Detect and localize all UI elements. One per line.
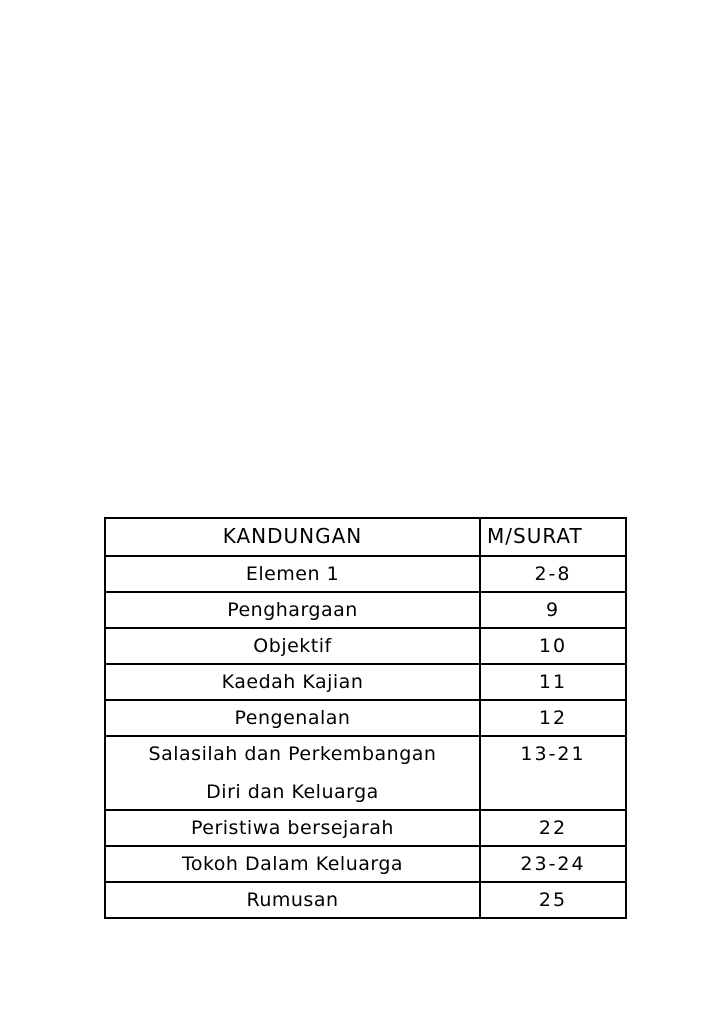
row-page: 13-21 (480, 736, 626, 810)
row-title-line2: Diri dan Keluarga (206, 781, 379, 803)
table-header-row (105, 518, 626, 556)
table-row (105, 592, 626, 628)
row-title-line1: Salasilah dan Perkembangan (148, 743, 437, 765)
table-row (105, 810, 626, 846)
table-row (105, 556, 626, 592)
row-page: 25 (480, 882, 626, 918)
row-page: 12 (480, 700, 626, 736)
row-title: Peristiwa bersejarah (105, 810, 480, 846)
table-row (105, 846, 626, 882)
row-title (105, 736, 480, 810)
row-page: 10 (480, 628, 626, 664)
row-title: Tokoh Dalam Keluarga (105, 846, 480, 882)
row-page: 22 (480, 810, 626, 846)
header-page: M/SURAT (480, 518, 626, 556)
table-row (105, 700, 626, 736)
row-title: Elemen 1 (105, 556, 480, 592)
table-row (105, 628, 626, 664)
row-page: 23-24 (480, 846, 626, 882)
row-page: 11 (480, 664, 626, 700)
table-row (105, 664, 626, 700)
row-title: Kaedah Kajian (105, 664, 480, 700)
row-page: 2-8 (480, 556, 626, 592)
header-contents: KANDUNGAN (105, 518, 480, 556)
row-title: Pengenalan (105, 700, 480, 736)
row-page: 9 (480, 592, 626, 628)
row-title: Objektif (105, 628, 480, 664)
table-row (105, 736, 626, 810)
table-row (105, 882, 626, 918)
table-of-contents (104, 517, 627, 919)
row-title: Rumusan (105, 882, 480, 918)
row-title: Penghargaan (105, 592, 480, 628)
